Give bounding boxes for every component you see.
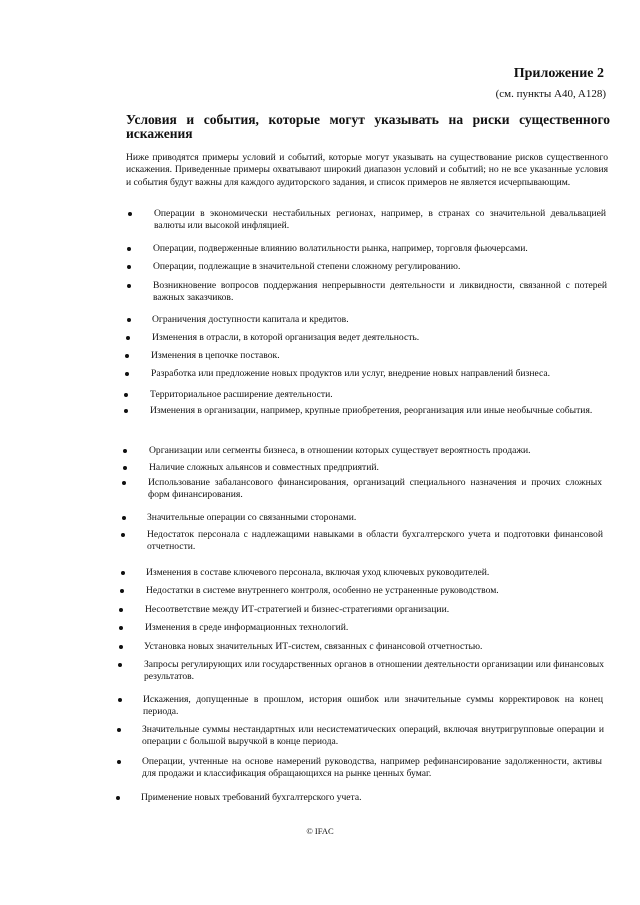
- list-item: Изменения в отрасли, в которой организация ведет деятельность.: [152, 332, 420, 343]
- bullet-marker: [119, 608, 123, 612]
- list-item: Наличие сложных альянсов и совместных предприятий.: [149, 462, 379, 473]
- bullet-marker: [121, 571, 125, 575]
- list-item: Недостаток персонала с надлежащими навыками в области бухгалтерского учета и подготовки финансовой отчетности.: [147, 529, 603, 553]
- list-item: Установка новых значительных ИТ-систем, связанных с финансовой отчетностью.: [144, 641, 483, 652]
- list-item: Операции, подлежащие в значительной степени сложному регулированию.: [153, 261, 461, 272]
- bullet-marker: [117, 760, 121, 764]
- bullet-marker: [122, 481, 126, 485]
- appendix-reference: (см. пункты A40, A128): [495, 88, 606, 100]
- list-item: Операции в экономически нестабильных регионах, например, в странах со значительной девальвацией валюты или высокой инфляцией.: [154, 208, 606, 232]
- bullet-marker: [123, 466, 127, 470]
- bullet-marker: [117, 728, 121, 732]
- list-item: Значительные суммы нестандартных или несистематических операций, включая внутригрупповые операции и операции с большой выручкой в конце периода.: [142, 724, 604, 748]
- bullet-marker: [116, 796, 120, 800]
- intro-paragraph: Ниже приводятся примеры условий и событий, которые могут указывать на существование рисков существенного искажения. Приведенные примеры охватывают широкий диапазон условий и событий; но не все указанные условия и события будут важны для каждого аудиторского задания, и список примеров не является исчерпывающим.: [126, 152, 608, 188]
- bullet-marker: [118, 663, 122, 667]
- bullet-marker: [119, 626, 123, 630]
- bullet-marker: [124, 409, 128, 413]
- list-item: Применение новых требований бухгалтерского учета.: [141, 792, 362, 803]
- bullet-marker: [118, 698, 122, 702]
- bullet-marker: [125, 354, 129, 358]
- bullet-marker: [127, 284, 131, 288]
- bullet-marker: [127, 318, 131, 322]
- list-item: Организации или сегменты бизнеса, в отношении которых существует вероятность продажи.: [149, 445, 531, 456]
- copyright-footer: © IFAC: [306, 826, 334, 836]
- section-heading: Условия и события, которые могут указывать на риски существенного искажения: [126, 112, 610, 141]
- bullet-marker: [124, 393, 128, 397]
- list-item: Разработка или предложение новых продуктов или услуг, внедрение новых направлений бизнеса.: [151, 368, 551, 379]
- bullet-marker: [127, 247, 131, 251]
- list-item: Недостатки в системе внутреннего контроля, особенно не устраненные руководством.: [146, 585, 499, 596]
- bullet-marker: [127, 265, 131, 269]
- bullet-marker: [120, 589, 124, 593]
- bullet-marker: [128, 212, 132, 216]
- list-item: Изменения в цепочке поставок.: [151, 350, 280, 361]
- bullet-marker: [122, 516, 126, 520]
- list-item: Искажения, допущенные в прошлом, история ошибок или значительные суммы корректировок на конец периода.: [143, 694, 603, 718]
- bullet-marker: [121, 533, 125, 537]
- list-item: Операции, подверженные влиянию волатильности рынка, например, торговля фьючерсами.: [153, 243, 528, 254]
- list-item: Значительные операции со связанными сторонами.: [147, 512, 357, 523]
- bullet-marker: [123, 449, 127, 453]
- list-item: Операции, учтенные на основе намерений руководства, например рефинансирование задолженности, активы для продажи и классификация обращающихся на рынке ценных бумаг.: [142, 756, 602, 780]
- list-item: Использование забалансового финансирования, организаций специального назначения и прочих сложных форм финансирования.: [148, 477, 602, 501]
- list-item: Изменения в составе ключевого персонала, включая уход ключевых руководителей.: [146, 567, 490, 578]
- list-item: Несоответствие между ИТ-стратегией и бизнес-стратегиями организации.: [145, 604, 450, 615]
- list-item: Изменения в организации, например, крупные приобретения, реорганизация или иные необычные события.: [150, 405, 593, 416]
- list-item: Возникновение вопросов поддержания непрерывности деятельности и ликвидности, связанной с потерей важных заказчиков.: [153, 280, 607, 304]
- list-item: Ограничения доступности капитала и кредитов.: [152, 314, 349, 325]
- list-item: Изменения в среде информационных технологий.: [145, 622, 349, 633]
- list-item: Запросы регулирующих или государственных органов в отношении деятельности организации или финансовых результатов.: [144, 659, 604, 683]
- list-item: Территориальное расширение деятельности.: [150, 389, 333, 400]
- bullet-marker: [125, 372, 129, 376]
- bullet-marker: [126, 336, 130, 340]
- appendix-title: Приложение 2: [513, 66, 604, 81]
- bullet-marker: [119, 645, 123, 649]
